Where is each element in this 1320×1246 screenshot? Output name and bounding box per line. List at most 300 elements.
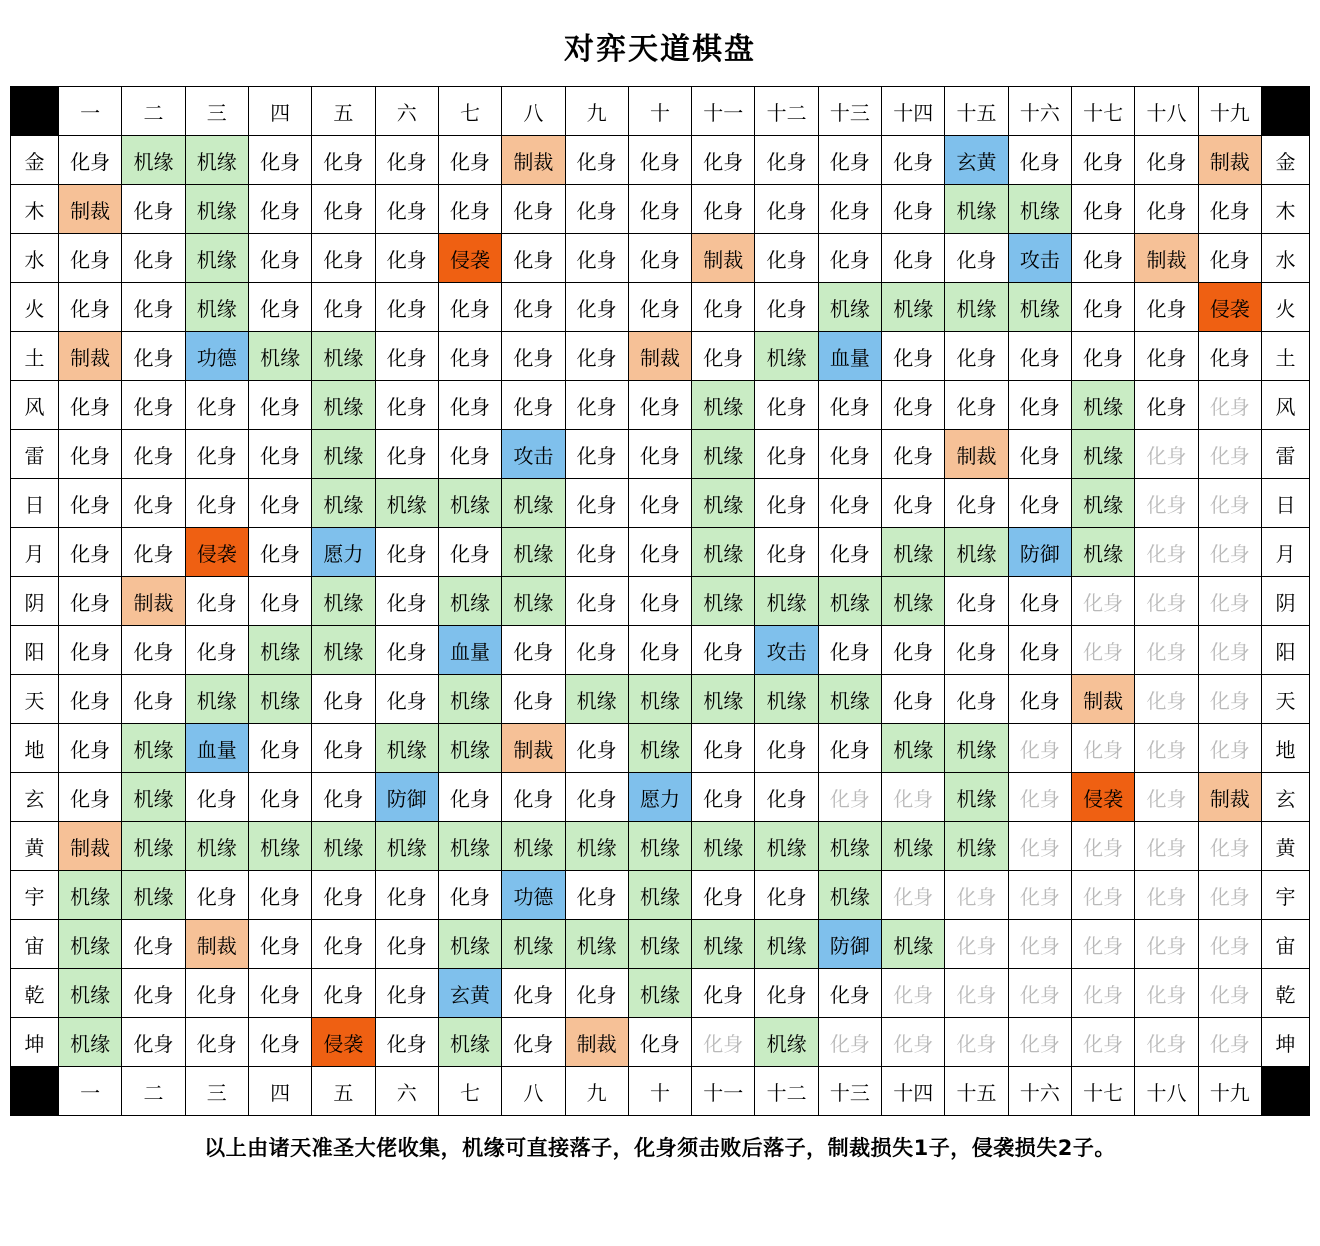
board-cell-10-3[interactable]: 化身	[185, 577, 248, 626]
board-cell-19-16[interactable]: 化身	[1008, 1018, 1071, 1067]
board-cell-16-10[interactable]: 机缘	[628, 871, 691, 920]
board-cell-17-2[interactable]: 化身	[122, 920, 185, 969]
board-cell-9-17[interactable]: 机缘	[1072, 528, 1135, 577]
board-cell-13-15[interactable]: 机缘	[945, 724, 1008, 773]
board-cell-9-6[interactable]: 化身	[375, 528, 438, 577]
board-cell-17-7[interactable]: 机缘	[438, 920, 501, 969]
board-cell-18-15[interactable]: 化身	[945, 969, 1008, 1018]
board-cell-4-1[interactable]: 化身	[59, 283, 122, 332]
board-cell-3-12[interactable]: 化身	[755, 234, 818, 283]
board-cell-6-9[interactable]: 化身	[565, 381, 628, 430]
board-cell-15-6[interactable]: 机缘	[375, 822, 438, 871]
board-cell-19-19[interactable]: 化身	[1198, 1018, 1261, 1067]
board-cell-8-17[interactable]: 机缘	[1072, 479, 1135, 528]
board-cell-19-14[interactable]: 化身	[882, 1018, 945, 1067]
board-cell-6-10[interactable]: 化身	[628, 381, 691, 430]
board-cell-6-14[interactable]: 化身	[882, 381, 945, 430]
board-cell-3-14[interactable]: 化身	[882, 234, 945, 283]
board-cell-14-7[interactable]: 化身	[438, 773, 501, 822]
board-cell-4-8[interactable]: 化身	[502, 283, 565, 332]
board-cell-17-11[interactable]: 机缘	[692, 920, 755, 969]
board-cell-11-4[interactable]: 机缘	[248, 626, 311, 675]
board-cell-8-7[interactable]: 机缘	[438, 479, 501, 528]
board-cell-6-5[interactable]: 机缘	[312, 381, 375, 430]
board-cell-19-11[interactable]: 化身	[692, 1018, 755, 1067]
board-cell-12-8[interactable]: 化身	[502, 675, 565, 724]
board-cell-17-14[interactable]: 机缘	[882, 920, 945, 969]
board-cell-5-5[interactable]: 机缘	[312, 332, 375, 381]
board-cell-10-2[interactable]: 制裁	[122, 577, 185, 626]
board-cell-19-12[interactable]: 机缘	[755, 1018, 818, 1067]
board-cell-10-15[interactable]: 化身	[945, 577, 1008, 626]
board-cell-19-3[interactable]: 化身	[185, 1018, 248, 1067]
board-cell-7-1[interactable]: 化身	[59, 430, 122, 479]
board-cell-5-6[interactable]: 化身	[375, 332, 438, 381]
board-cell-8-3[interactable]: 化身	[185, 479, 248, 528]
board-cell-12-4[interactable]: 机缘	[248, 675, 311, 724]
board-cell-11-16[interactable]: 化身	[1008, 626, 1071, 675]
board-cell-9-5[interactable]: 愿力	[312, 528, 375, 577]
board-cell-2-19[interactable]: 化身	[1198, 185, 1261, 234]
board-cell-13-2[interactable]: 机缘	[122, 724, 185, 773]
board-cell-15-3[interactable]: 机缘	[185, 822, 248, 871]
board-cell-6-6[interactable]: 化身	[375, 381, 438, 430]
board-cell-10-1[interactable]: 化身	[59, 577, 122, 626]
board-cell-13-8[interactable]: 制裁	[502, 724, 565, 773]
board-cell-14-6[interactable]: 防御	[375, 773, 438, 822]
board-cell-13-18[interactable]: 化身	[1135, 724, 1198, 773]
board-cell-7-18[interactable]: 化身	[1135, 430, 1198, 479]
board-cell-15-17[interactable]: 化身	[1072, 822, 1135, 871]
board-cell-4-15[interactable]: 机缘	[945, 283, 1008, 332]
board-cell-13-11[interactable]: 化身	[692, 724, 755, 773]
board-cell-1-1[interactable]: 化身	[59, 136, 122, 185]
board-cell-7-7[interactable]: 化身	[438, 430, 501, 479]
board-cell-14-4[interactable]: 化身	[248, 773, 311, 822]
board-cell-1-16[interactable]: 化身	[1008, 136, 1071, 185]
board-cell-11-15[interactable]: 化身	[945, 626, 1008, 675]
board-cell-17-12[interactable]: 机缘	[755, 920, 818, 969]
board-cell-11-17[interactable]: 化身	[1072, 626, 1135, 675]
board-cell-7-19[interactable]: 化身	[1198, 430, 1261, 479]
board-cell-7-17[interactable]: 机缘	[1072, 430, 1135, 479]
board-cell-12-19[interactable]: 化身	[1198, 675, 1261, 724]
board-cell-14-11[interactable]: 化身	[692, 773, 755, 822]
board-cell-3-17[interactable]: 化身	[1072, 234, 1135, 283]
board-cell-6-16[interactable]: 化身	[1008, 381, 1071, 430]
board-cell-2-13[interactable]: 化身	[818, 185, 881, 234]
board-cell-3-6[interactable]: 化身	[375, 234, 438, 283]
board-cell-4-7[interactable]: 化身	[438, 283, 501, 332]
board-cell-11-7[interactable]: 血量	[438, 626, 501, 675]
board-cell-18-19[interactable]: 化身	[1198, 969, 1261, 1018]
board-cell-8-19[interactable]: 化身	[1198, 479, 1261, 528]
board-cell-6-12[interactable]: 化身	[755, 381, 818, 430]
board-cell-1-8[interactable]: 制裁	[502, 136, 565, 185]
board-cell-8-2[interactable]: 化身	[122, 479, 185, 528]
board-cell-1-6[interactable]: 化身	[375, 136, 438, 185]
board-cell-1-18[interactable]: 化身	[1135, 136, 1198, 185]
board-cell-3-1[interactable]: 化身	[59, 234, 122, 283]
board-cell-12-9[interactable]: 机缘	[565, 675, 628, 724]
board-cell-10-13[interactable]: 机缘	[818, 577, 881, 626]
board-cell-11-5[interactable]: 机缘	[312, 626, 375, 675]
board-cell-1-3[interactable]: 机缘	[185, 136, 248, 185]
board-cell-10-17[interactable]: 化身	[1072, 577, 1135, 626]
board-cell-5-13[interactable]: 血量	[818, 332, 881, 381]
board-cell-17-17[interactable]: 化身	[1072, 920, 1135, 969]
board-cell-8-11[interactable]: 机缘	[692, 479, 755, 528]
board-cell-14-1[interactable]: 化身	[59, 773, 122, 822]
board-cell-18-1[interactable]: 机缘	[59, 969, 122, 1018]
board-cell-4-16[interactable]: 机缘	[1008, 283, 1071, 332]
board-cell-13-19[interactable]: 化身	[1198, 724, 1261, 773]
board-cell-9-4[interactable]: 化身	[248, 528, 311, 577]
board-cell-18-5[interactable]: 化身	[312, 969, 375, 1018]
board-cell-13-10[interactable]: 机缘	[628, 724, 691, 773]
board-cell-10-9[interactable]: 化身	[565, 577, 628, 626]
board-cell-4-18[interactable]: 化身	[1135, 283, 1198, 332]
board-cell-19-4[interactable]: 化身	[248, 1018, 311, 1067]
board-cell-16-14[interactable]: 化身	[882, 871, 945, 920]
board-cell-2-17[interactable]: 化身	[1072, 185, 1135, 234]
board-cell-2-10[interactable]: 化身	[628, 185, 691, 234]
board-cell-13-6[interactable]: 机缘	[375, 724, 438, 773]
board-cell-17-6[interactable]: 化身	[375, 920, 438, 969]
board-cell-10-14[interactable]: 机缘	[882, 577, 945, 626]
board-cell-2-12[interactable]: 化身	[755, 185, 818, 234]
board-cell-10-4[interactable]: 化身	[248, 577, 311, 626]
board-cell-13-14[interactable]: 机缘	[882, 724, 945, 773]
board-cell-1-14[interactable]: 化身	[882, 136, 945, 185]
board-cell-17-16[interactable]: 化身	[1008, 920, 1071, 969]
board-cell-4-5[interactable]: 化身	[312, 283, 375, 332]
board-cell-5-3[interactable]: 功德	[185, 332, 248, 381]
board-cell-2-6[interactable]: 化身	[375, 185, 438, 234]
board-cell-3-19[interactable]: 化身	[1198, 234, 1261, 283]
board-cell-15-10[interactable]: 机缘	[628, 822, 691, 871]
board-cell-15-2[interactable]: 机缘	[122, 822, 185, 871]
board-cell-16-17[interactable]: 化身	[1072, 871, 1135, 920]
board-cell-11-9[interactable]: 化身	[565, 626, 628, 675]
board-cell-13-4[interactable]: 化身	[248, 724, 311, 773]
board-cell-16-16[interactable]: 化身	[1008, 871, 1071, 920]
board-cell-2-8[interactable]: 化身	[502, 185, 565, 234]
board-cell-9-7[interactable]: 化身	[438, 528, 501, 577]
board-cell-4-14[interactable]: 机缘	[882, 283, 945, 332]
board-cell-1-9[interactable]: 化身	[565, 136, 628, 185]
board-cell-5-1[interactable]: 制裁	[59, 332, 122, 381]
board-cell-11-3[interactable]: 化身	[185, 626, 248, 675]
board-cell-17-15[interactable]: 化身	[945, 920, 1008, 969]
board-cell-13-9[interactable]: 化身	[565, 724, 628, 773]
board-cell-12-1[interactable]: 化身	[59, 675, 122, 724]
board-cell-11-13[interactable]: 化身	[818, 626, 881, 675]
board-cell-5-2[interactable]: 化身	[122, 332, 185, 381]
board-cell-5-11[interactable]: 化身	[692, 332, 755, 381]
board-cell-1-7[interactable]: 化身	[438, 136, 501, 185]
board-cell-2-14[interactable]: 化身	[882, 185, 945, 234]
board-cell-11-10[interactable]: 化身	[628, 626, 691, 675]
board-cell-12-7[interactable]: 机缘	[438, 675, 501, 724]
board-cell-14-18[interactable]: 化身	[1135, 773, 1198, 822]
board-cell-7-10[interactable]: 化身	[628, 430, 691, 479]
board-cell-15-4[interactable]: 机缘	[248, 822, 311, 871]
board-cell-1-17[interactable]: 化身	[1072, 136, 1135, 185]
board-cell-12-16[interactable]: 化身	[1008, 675, 1071, 724]
board-cell-5-7[interactable]: 化身	[438, 332, 501, 381]
board-cell-14-15[interactable]: 机缘	[945, 773, 1008, 822]
board-cell-12-18[interactable]: 化身	[1135, 675, 1198, 724]
board-cell-1-13[interactable]: 化身	[818, 136, 881, 185]
board-cell-5-10[interactable]: 制裁	[628, 332, 691, 381]
board-cell-17-3[interactable]: 制裁	[185, 920, 248, 969]
board-cell-13-5[interactable]: 化身	[312, 724, 375, 773]
board-cell-17-4[interactable]: 化身	[248, 920, 311, 969]
board-cell-14-16[interactable]: 化身	[1008, 773, 1071, 822]
board-cell-17-1[interactable]: 机缘	[59, 920, 122, 969]
board-cell-16-1[interactable]: 机缘	[59, 871, 122, 920]
board-cell-9-8[interactable]: 机缘	[502, 528, 565, 577]
board-cell-15-9[interactable]: 机缘	[565, 822, 628, 871]
board-cell-14-10[interactable]: 愿力	[628, 773, 691, 822]
board-cell-3-9[interactable]: 化身	[565, 234, 628, 283]
board-cell-8-14[interactable]: 化身	[882, 479, 945, 528]
board-cell-16-15[interactable]: 化身	[945, 871, 1008, 920]
board-cell-14-8[interactable]: 化身	[502, 773, 565, 822]
board-cell-17-5[interactable]: 化身	[312, 920, 375, 969]
board-cell-5-4[interactable]: 机缘	[248, 332, 311, 381]
board-cell-3-2[interactable]: 化身	[122, 234, 185, 283]
board-cell-19-8[interactable]: 化身	[502, 1018, 565, 1067]
board-cell-2-3[interactable]: 机缘	[185, 185, 248, 234]
board-cell-15-11[interactable]: 机缘	[692, 822, 755, 871]
board-cell-12-10[interactable]: 机缘	[628, 675, 691, 724]
board-cell-1-11[interactable]: 化身	[692, 136, 755, 185]
board-cell-4-13[interactable]: 机缘	[818, 283, 881, 332]
board-cell-8-10[interactable]: 化身	[628, 479, 691, 528]
board-cell-14-3[interactable]: 化身	[185, 773, 248, 822]
board-cell-18-16[interactable]: 化身	[1008, 969, 1071, 1018]
board-cell-13-16[interactable]: 化身	[1008, 724, 1071, 773]
board-cell-4-6[interactable]: 化身	[375, 283, 438, 332]
board-cell-19-18[interactable]: 化身	[1135, 1018, 1198, 1067]
board-cell-2-7[interactable]: 化身	[438, 185, 501, 234]
board-cell-8-4[interactable]: 化身	[248, 479, 311, 528]
board-cell-1-19[interactable]: 制裁	[1198, 136, 1261, 185]
board-cell-1-4[interactable]: 化身	[248, 136, 311, 185]
board-cell-14-2[interactable]: 机缘	[122, 773, 185, 822]
board-cell-10-11[interactable]: 机缘	[692, 577, 755, 626]
board-cell-2-15[interactable]: 机缘	[945, 185, 1008, 234]
board-cell-18-10[interactable]: 机缘	[628, 969, 691, 1018]
board-cell-11-14[interactable]: 化身	[882, 626, 945, 675]
board-cell-16-5[interactable]: 化身	[312, 871, 375, 920]
board-cell-18-17[interactable]: 化身	[1072, 969, 1135, 1018]
board-cell-6-11[interactable]: 机缘	[692, 381, 755, 430]
board-cell-12-15[interactable]: 化身	[945, 675, 1008, 724]
board-cell-18-3[interactable]: 化身	[185, 969, 248, 1018]
board-cell-19-13[interactable]: 化身	[818, 1018, 881, 1067]
board-cell-12-14[interactable]: 化身	[882, 675, 945, 724]
board-cell-3-8[interactable]: 化身	[502, 234, 565, 283]
board-cell-8-16[interactable]: 化身	[1008, 479, 1071, 528]
board-cell-3-11[interactable]: 制裁	[692, 234, 755, 283]
board-cell-15-19[interactable]: 化身	[1198, 822, 1261, 871]
board-cell-19-2[interactable]: 化身	[122, 1018, 185, 1067]
board-cell-2-4[interactable]: 化身	[248, 185, 311, 234]
board-cell-10-6[interactable]: 化身	[375, 577, 438, 626]
board-cell-9-9[interactable]: 化身	[565, 528, 628, 577]
board-cell-15-7[interactable]: 机缘	[438, 822, 501, 871]
board-cell-18-12[interactable]: 化身	[755, 969, 818, 1018]
board-cell-4-19[interactable]: 侵袭	[1198, 283, 1261, 332]
board-cell-7-6[interactable]: 化身	[375, 430, 438, 479]
board-cell-18-7[interactable]: 玄黄	[438, 969, 501, 1018]
board-cell-10-5[interactable]: 机缘	[312, 577, 375, 626]
board-cell-1-2[interactable]: 机缘	[122, 136, 185, 185]
board-cell-11-19[interactable]: 化身	[1198, 626, 1261, 675]
board-cell-8-5[interactable]: 机缘	[312, 479, 375, 528]
board-cell-3-18[interactable]: 制裁	[1135, 234, 1198, 283]
board-cell-1-10[interactable]: 化身	[628, 136, 691, 185]
board-cell-8-15[interactable]: 化身	[945, 479, 1008, 528]
board-cell-16-3[interactable]: 化身	[185, 871, 248, 920]
board-cell-11-8[interactable]: 化身	[502, 626, 565, 675]
board-cell-3-4[interactable]: 化身	[248, 234, 311, 283]
board-cell-10-18[interactable]: 化身	[1135, 577, 1198, 626]
board-cell-13-12[interactable]: 化身	[755, 724, 818, 773]
board-cell-15-13[interactable]: 机缘	[818, 822, 881, 871]
board-cell-4-12[interactable]: 化身	[755, 283, 818, 332]
board-cell-13-3[interactable]: 血量	[185, 724, 248, 773]
board-cell-2-2[interactable]: 化身	[122, 185, 185, 234]
board-cell-14-17[interactable]: 侵袭	[1072, 773, 1135, 822]
board-cell-16-2[interactable]: 机缘	[122, 871, 185, 920]
board-cell-8-9[interactable]: 化身	[565, 479, 628, 528]
board-cell-7-13[interactable]: 化身	[818, 430, 881, 479]
board-cell-6-1[interactable]: 化身	[59, 381, 122, 430]
board-cell-9-3[interactable]: 侵袭	[185, 528, 248, 577]
board-cell-14-13[interactable]: 化身	[818, 773, 881, 822]
board-cell-16-18[interactable]: 化身	[1135, 871, 1198, 920]
board-cell-6-19[interactable]: 化身	[1198, 381, 1261, 430]
board-cell-1-12[interactable]: 化身	[755, 136, 818, 185]
board-cell-12-12[interactable]: 机缘	[755, 675, 818, 724]
board-cell-16-8[interactable]: 功德	[502, 871, 565, 920]
board-cell-4-10[interactable]: 化身	[628, 283, 691, 332]
board-cell-6-18[interactable]: 化身	[1135, 381, 1198, 430]
board-cell-3-10[interactable]: 化身	[628, 234, 691, 283]
board-cell-11-11[interactable]: 化身	[692, 626, 755, 675]
board-cell-5-18[interactable]: 化身	[1135, 332, 1198, 381]
board-cell-19-9[interactable]: 制裁	[565, 1018, 628, 1067]
board-cell-12-6[interactable]: 化身	[375, 675, 438, 724]
board-cell-5-8[interactable]: 化身	[502, 332, 565, 381]
board-cell-10-7[interactable]: 机缘	[438, 577, 501, 626]
board-cell-3-15[interactable]: 化身	[945, 234, 1008, 283]
board-cell-14-9[interactable]: 化身	[565, 773, 628, 822]
board-cell-18-9[interactable]: 化身	[565, 969, 628, 1018]
board-cell-17-13[interactable]: 防御	[818, 920, 881, 969]
board-cell-6-13[interactable]: 化身	[818, 381, 881, 430]
board-cell-13-17[interactable]: 化身	[1072, 724, 1135, 773]
board-cell-9-2[interactable]: 化身	[122, 528, 185, 577]
board-cell-13-13[interactable]: 化身	[818, 724, 881, 773]
board-cell-16-7[interactable]: 化身	[438, 871, 501, 920]
board-cell-5-19[interactable]: 化身	[1198, 332, 1261, 381]
board-cell-9-18[interactable]: 化身	[1135, 528, 1198, 577]
board-cell-1-15[interactable]: 玄黄	[945, 136, 1008, 185]
board-cell-3-5[interactable]: 化身	[312, 234, 375, 283]
board-cell-9-10[interactable]: 化身	[628, 528, 691, 577]
board-cell-19-10[interactable]: 化身	[628, 1018, 691, 1067]
board-cell-5-17[interactable]: 化身	[1072, 332, 1135, 381]
board-cell-13-1[interactable]: 化身	[59, 724, 122, 773]
board-cell-16-12[interactable]: 化身	[755, 871, 818, 920]
board-cell-9-1[interactable]: 化身	[59, 528, 122, 577]
board-cell-18-11[interactable]: 化身	[692, 969, 755, 1018]
board-cell-7-9[interactable]: 化身	[565, 430, 628, 479]
board-cell-11-2[interactable]: 化身	[122, 626, 185, 675]
board-cell-11-6[interactable]: 化身	[375, 626, 438, 675]
board-cell-18-18[interactable]: 化身	[1135, 969, 1198, 1018]
board-cell-10-16[interactable]: 化身	[1008, 577, 1071, 626]
board-cell-9-13[interactable]: 化身	[818, 528, 881, 577]
board-cell-4-3[interactable]: 机缘	[185, 283, 248, 332]
board-cell-18-8[interactable]: 化身	[502, 969, 565, 1018]
board-cell-6-3[interactable]: 化身	[185, 381, 248, 430]
board-cell-10-8[interactable]: 机缘	[502, 577, 565, 626]
board-cell-14-14[interactable]: 化身	[882, 773, 945, 822]
board-cell-8-1[interactable]: 化身	[59, 479, 122, 528]
board-cell-3-7[interactable]: 侵袭	[438, 234, 501, 283]
board-cell-7-5[interactable]: 机缘	[312, 430, 375, 479]
board-cell-18-2[interactable]: 化身	[122, 969, 185, 1018]
board-cell-11-12[interactable]: 攻击	[755, 626, 818, 675]
board-cell-3-3[interactable]: 机缘	[185, 234, 248, 283]
board-cell-10-10[interactable]: 化身	[628, 577, 691, 626]
board-cell-2-9[interactable]: 化身	[565, 185, 628, 234]
board-cell-7-8[interactable]: 攻击	[502, 430, 565, 479]
board-cell-18-6[interactable]: 化身	[375, 969, 438, 1018]
board-cell-16-13[interactable]: 机缘	[818, 871, 881, 920]
board-cell-15-12[interactable]: 机缘	[755, 822, 818, 871]
board-cell-15-18[interactable]: 化身	[1135, 822, 1198, 871]
board-cell-19-17[interactable]: 化身	[1072, 1018, 1135, 1067]
board-cell-4-2[interactable]: 化身	[122, 283, 185, 332]
board-cell-17-18[interactable]: 化身	[1135, 920, 1198, 969]
board-cell-17-8[interactable]: 机缘	[502, 920, 565, 969]
board-cell-8-8[interactable]: 机缘	[502, 479, 565, 528]
board-cell-17-10[interactable]: 机缘	[628, 920, 691, 969]
board-cell-12-11[interactable]: 机缘	[692, 675, 755, 724]
board-cell-5-16[interactable]: 化身	[1008, 332, 1071, 381]
board-cell-10-12[interactable]: 机缘	[755, 577, 818, 626]
board-cell-16-19[interactable]: 化身	[1198, 871, 1261, 920]
board-cell-3-16[interactable]: 攻击	[1008, 234, 1071, 283]
board-cell-9-19[interactable]: 化身	[1198, 528, 1261, 577]
board-cell-18-14[interactable]: 化身	[882, 969, 945, 1018]
board-cell-15-14[interactable]: 机缘	[882, 822, 945, 871]
board-cell-7-12[interactable]: 化身	[755, 430, 818, 479]
board-cell-2-16[interactable]: 机缘	[1008, 185, 1071, 234]
board-cell-4-11[interactable]: 化身	[692, 283, 755, 332]
board-cell-5-12[interactable]: 机缘	[755, 332, 818, 381]
board-cell-13-7[interactable]: 机缘	[438, 724, 501, 773]
board-cell-7-16[interactable]: 化身	[1008, 430, 1071, 479]
board-cell-6-2[interactable]: 化身	[122, 381, 185, 430]
